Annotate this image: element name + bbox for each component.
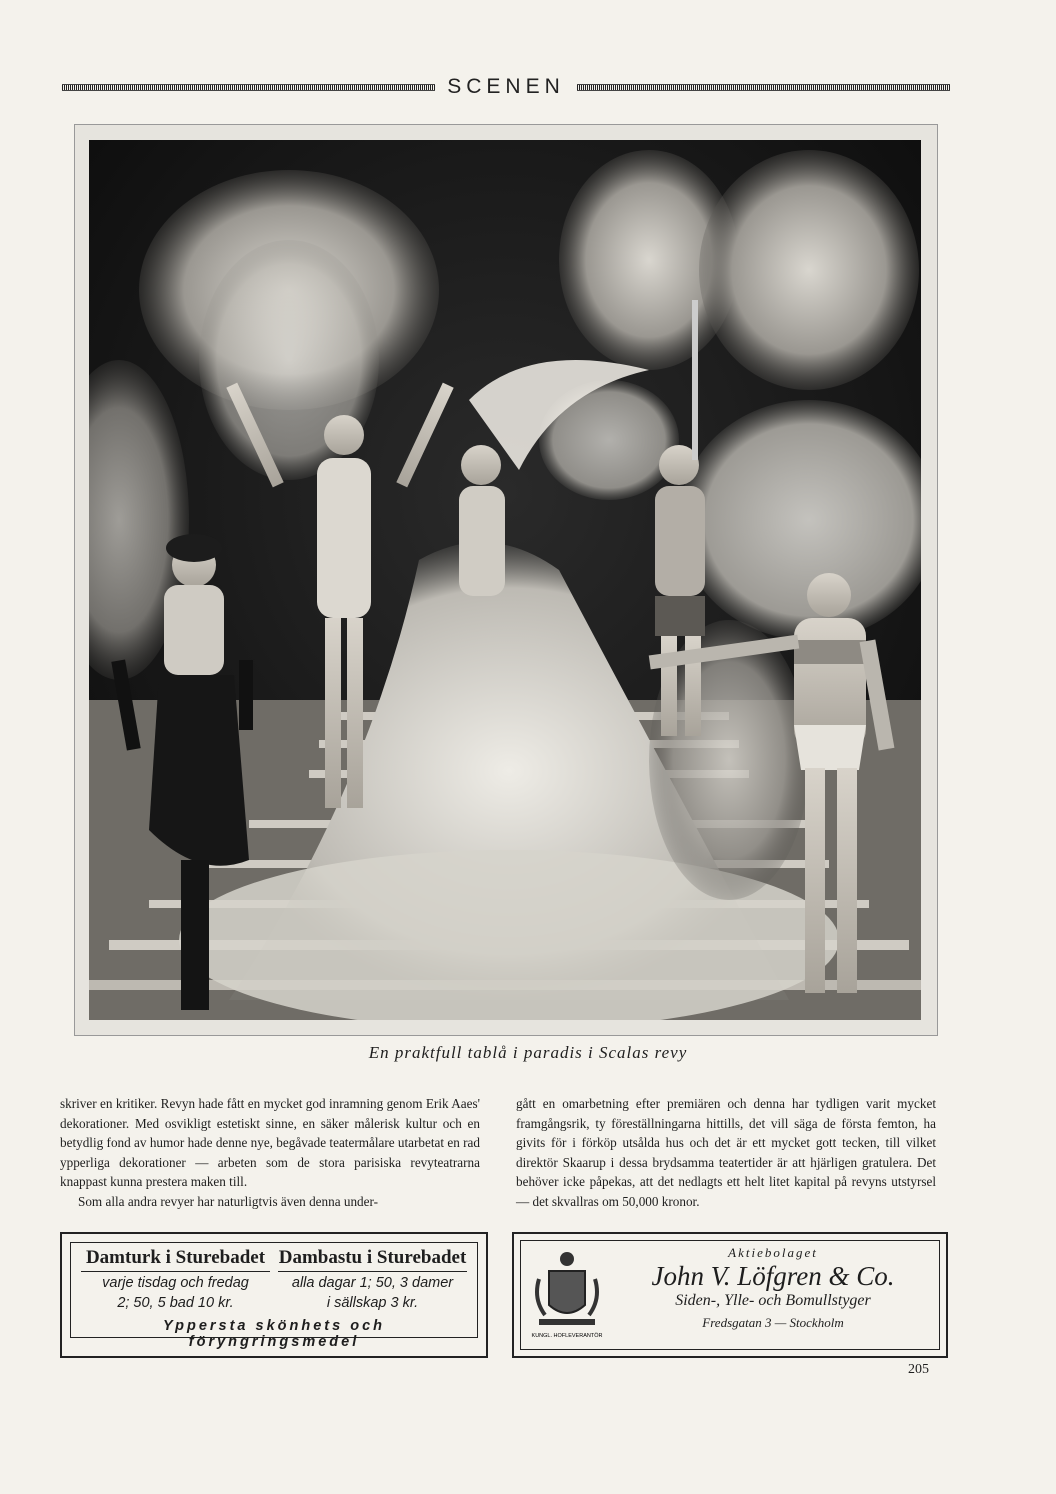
ad-heading: Damturk i Sturebadet (81, 1247, 270, 1272)
article-column-right (516, 1094, 936, 1212)
article-paragraph: Som alla andra revyer har naturligtvis även denna under- (78, 1193, 379, 1209)
article-paragraph: gått en omarbetning efter premiären och denna har tydligen varit mycket framgångsrik, ty föreställningarna hittills, det vill säga de första femton, ha givits för i förköp utsålda hus och det är ett mycket gott tecken, till vilket direktör Skaarup i dessa brydsamma teatertider är att hjärligen gratulera. Det behöver icke påpekas, att det nedlagts ett helt litet kapital på revyns utstyrsel — det skvallras om 50,000 kronor. (516, 1096, 936, 1209)
ad-heading: Dambastu i Sturebadet (278, 1247, 467, 1272)
ad-text: i sällskap 3 kr. (326, 1295, 419, 1311)
ad-company-name: John V. Löfgren & Co. (651, 1261, 895, 1291)
ad-address: Fredsgatan 3 — Stockholm (702, 1315, 844, 1330)
header-rule-right (577, 84, 950, 91)
advertisement-lofgren (512, 1232, 948, 1358)
svg-text:KUNGL. HOFLEVERANTÖR: KUNGL. HOFLEVERANTÖR (531, 1333, 603, 1339)
ad-goods: Siden-, Ylle- och Bomullstyger (675, 1292, 871, 1309)
article-paragraph: skriver en kritiker. Revyn hade fått en mycket god inramning genom Erik Aaes' dekorationer. Med osvikligt estetiskt sinne, en säker målerisk kultur och en betydlig fond av humor hade denne nye, begåvade teatermålare utarbetat en rad ypperliga dekorationer — arbeten som de stora parisiska revyteatrarna knappast kunna prestera maken till. (60, 1096, 480, 1190)
article-column-left (60, 1094, 480, 1212)
section-title: SCENEN (447, 75, 565, 98)
page-number: 205 (908, 1362, 929, 1377)
page-header (62, 72, 950, 102)
ad-text: alla dagar 1; 50, 3 damer (291, 1275, 454, 1291)
dancer-3 (459, 445, 505, 596)
ad-inner-border (520, 1240, 940, 1350)
revue-photograph (89, 140, 921, 1020)
advertisement-sturebadet (60, 1232, 488, 1358)
ad-inner-border (70, 1242, 478, 1350)
ad-column-damturk (77, 1247, 274, 1312)
header-rule-left (62, 84, 435, 91)
ad-company-type: Aktiebolaget (728, 1245, 818, 1260)
ad-text: varje tisdag och fredag (102, 1275, 249, 1291)
royal-crest-icon (531, 1249, 603, 1341)
photo-caption: En praktfull tablå i paradis i Scalas revy (368, 1043, 688, 1062)
ad-column-dambastu (274, 1247, 471, 1312)
ad-text: 2; 50, 5 bad 10 kr. (117, 1295, 234, 1311)
ad-slogan: Yppersta skönhets och föryngringsmedel (162, 1318, 385, 1350)
